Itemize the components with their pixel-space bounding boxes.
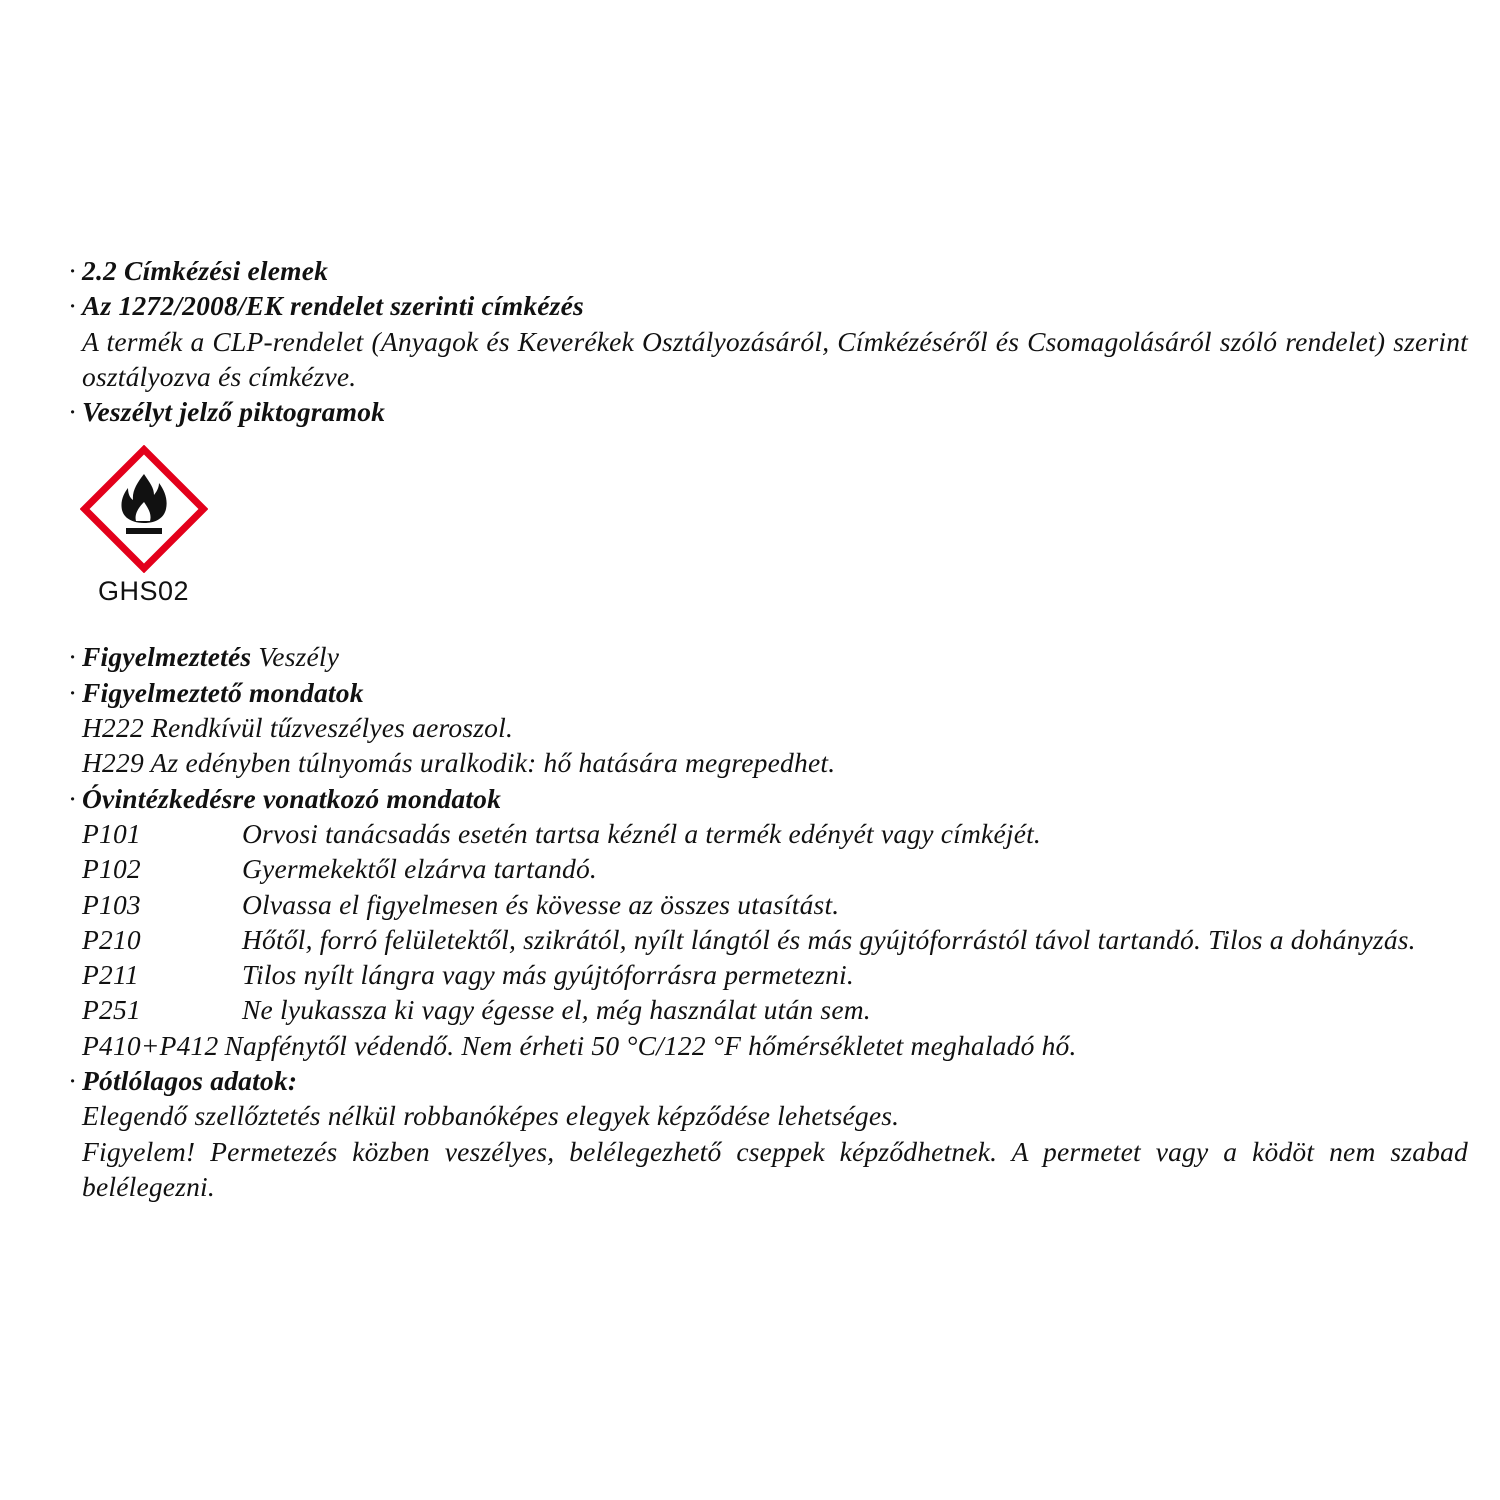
section-title: · 2.2 Címkézési elemek xyxy=(68,255,329,286)
pictogram-code: GHS02 xyxy=(98,576,190,607)
flame-pictogram-icon xyxy=(80,445,208,573)
additional-heading: · Pótlólagos adatok: xyxy=(68,1065,298,1097)
precaution-code: P102 xyxy=(82,853,141,885)
precaution-row xyxy=(68,851,1468,886)
precaution-text: Olvassa el figyelmesen és kövesse az összes utasítást. xyxy=(242,888,840,920)
precaution-row xyxy=(68,1028,1468,1063)
additional-line: Elegendő szellőztetés nélkül robbanóképes elegyek képződése lehetséges. xyxy=(82,1100,900,1132)
hazard-statement: H229 Az edényben túlnyomás uralkodik: hő hatására megrepedhet. xyxy=(82,747,836,779)
precaution-code: P410+P412 xyxy=(82,1029,219,1061)
signal-word: Veszély xyxy=(258,641,340,673)
precaution-text: Napfénytől védendő. Nem érheti 50 °C/122 °F hőmérsékletet meghaladó hő. xyxy=(224,1029,1077,1061)
regulation-text: A termék a CLP-rendelet (Anyagok és Keverékek Osztályozásáról, Címkézéséről és Csomagolásáról szóló rendelet) szerint osztályozva és címkézve. xyxy=(82,325,1468,392)
precaution-row xyxy=(68,887,1468,922)
pictogram-block xyxy=(68,429,1468,639)
document-section xyxy=(68,253,1468,1204)
hazard-heading: · Figyelmeztető mondatok xyxy=(68,676,364,708)
precaution-heading: · Óvintézkedésre vonatkozó mondatok xyxy=(68,782,502,814)
precaution-row xyxy=(68,922,1468,957)
precaution-row xyxy=(68,992,1468,1027)
precaution-code: P101 xyxy=(82,817,141,849)
precaution-text: Ne lyukassza ki vagy égesse el, még használat után sem. xyxy=(242,994,871,1026)
signal-word-line: · Figyelmeztetés Veszély xyxy=(68,641,340,673)
precaution-text: Hőtől, forró felületektől, szikrától, nyílt lángtól és más gyújtóforrástól távol tartandó. Tilos a dohányzás. xyxy=(242,923,1416,955)
hazard-statement: H222 Rendkívül tűzveszélyes aeroszol. xyxy=(82,712,514,744)
precaution-code: P210 xyxy=(82,923,141,955)
precaution-text: Tilos nyílt lángra vagy más gyújtóforrásra permetezni. xyxy=(242,959,854,991)
pictograms-heading: · Veszélyt jelző piktogramok xyxy=(68,396,386,428)
regulation-heading: · Az 1272/2008/EK rendelet szerinti címkézés xyxy=(68,290,584,322)
precaution-text: Gyermekektől elzárva tartandó. xyxy=(242,853,598,885)
precaution-text: Orvosi tanácsadás esetén tartsa kéznél a termék edényét vagy címkéjét. xyxy=(242,817,1042,849)
precaution-row xyxy=(68,816,1468,851)
precaution-row xyxy=(68,957,1468,992)
precaution-code: P251 xyxy=(82,994,141,1026)
additional-line: Figyelem! Permetezés közben veszélyes, belélegezhető cseppek képződhetnek. A permetet vagy a ködöt nem szabad belélegezni. xyxy=(82,1135,1468,1202)
precaution-code: P211 xyxy=(82,959,139,991)
precaution-code: P103 xyxy=(82,888,141,920)
